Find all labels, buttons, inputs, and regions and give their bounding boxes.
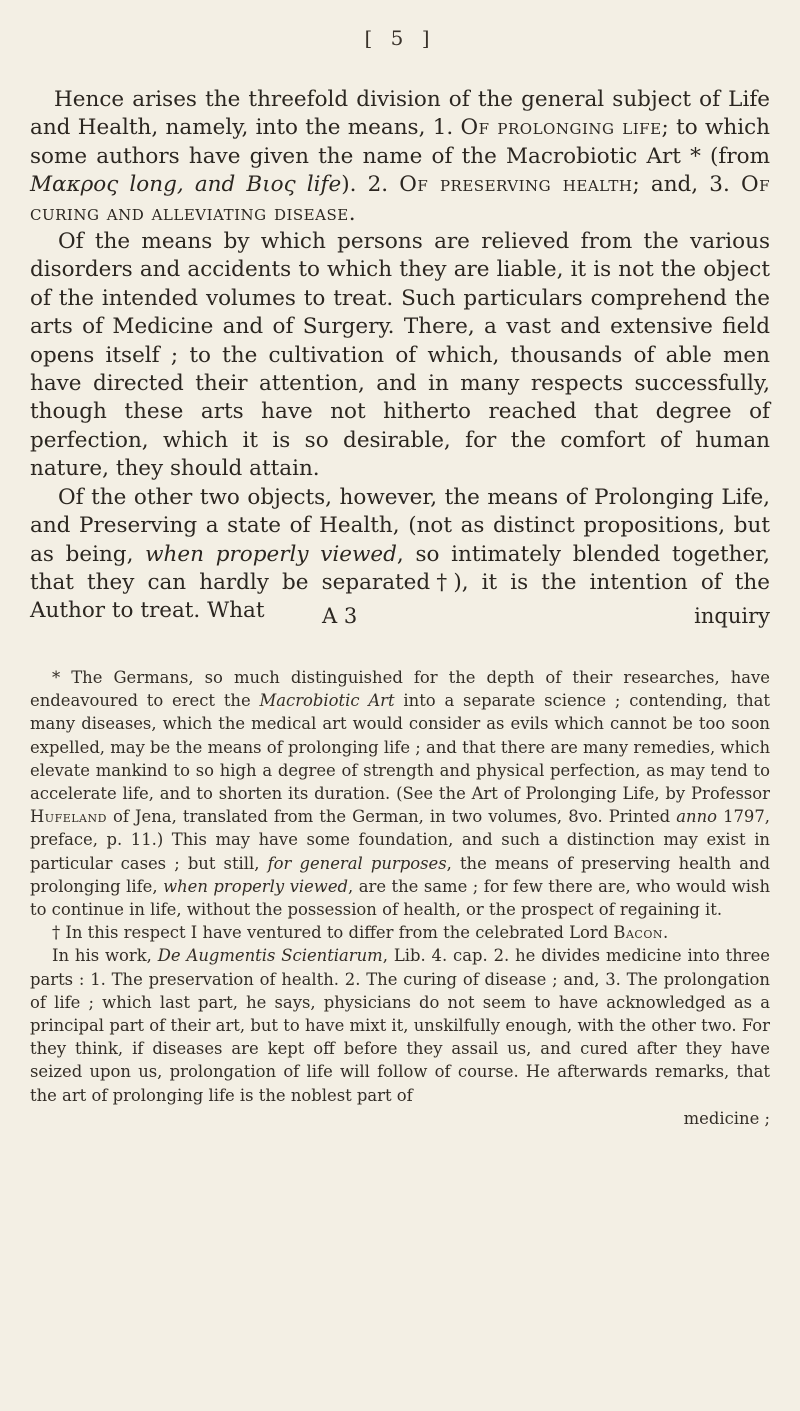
footnote-star: * The Germans, so much distinguished for the depth of their researches, have endeavoured to erect the Macrobiotic Art into a separate science ; contending, that many diseases, which the medical art would consider as evils which cannot be too soon expelled, may be the means of prolonging life ; and that there are many remedies, which elevate mankind to so high a degree of strength and physical perfection, as may tend to accelerate life, and to shorten its duration. (See the Art of Prolonging Life, by Professor Hufeland of Jena, translated from the German, in two volumes, 8vo. Printed anno 1797, preface, p. 11.) This may have some foundation, and such a distinction may exist in particular cases ; but still, for general purposes, the means of preserving health and prolonging life, when properly viewed, are the same ; for few there are, who would wish to continue in life, without the possession of health, or the prospect of regaining it. — [30, 668, 771, 920]
main-text — [30, 86, 770, 626]
small-caps-term: Of prolonging life — [460, 115, 662, 141]
small-caps-term: Bacon — [613, 923, 663, 943]
paragraph-objects: Of the other two objects, however, the means of Prolonging Life, and Preserving a state of Health, (not as distinct propositions, but as being, when properly viewed, so intimately blended together, that they can hardly be separated†), it is the intention of the Author to treat. What — [30, 484, 770, 624]
small-caps-term: Of preserving health — [399, 172, 633, 198]
italic-phrase: anno — [676, 807, 718, 827]
page-number: [ 5 ] — [364, 26, 436, 50]
italic-phrase: for general purposes — [267, 853, 447, 873]
footnote-dagger: † In this respect I have ventured to differ from the celebrated Lord Bacon. — [52, 923, 669, 943]
signature-line — [30, 604, 770, 634]
footnote-bacon: In his work, De Augmentis Scientiarum, Lib. 4. cap. 2. he divides medicine into three parts : 1. The preservation of health. 2. The curing of disease ; and, 3. The prolongation of life ; which last part, he says, physicians do not seem to have acknowledged as a principal part of their art, but to have mixt it, unskilfully enough, with the other two. For they think, if diseases are kept off before they assail us, and cured after they have seized upon us, prolongation of life will follow of course. He afterwards remarks, that the art of prolonging life is the noblest part of — [30, 946, 770, 1105]
footnotes — [30, 666, 770, 1130]
greek-etymology: Μακρος long, and Βιος life — [30, 172, 342, 198]
signature-mark: A 3 — [322, 604, 358, 628]
small-caps-term: Of curing and alleviating disease — [30, 172, 771, 226]
italic-phrase: De Augmentis Scientiarum — [157, 946, 383, 966]
footnote-catchword: medicine ; — [683, 1108, 770, 1128]
small-caps-term: Hufeland — [30, 807, 107, 827]
catchword: inquiry — [694, 604, 770, 628]
paragraph-division: Hence arises the threefold division of the general subject of Life and Health, namely, into the means, 1. Of prolonging life; to which some authors have given the name of the Macrobiotic Art * (from Μακρος long, and Βιος life). 2. Of preserving health; and, 3. Of curing and alleviating disease. — [30, 87, 771, 226]
italic-phrase: Macrobiotic Art — [259, 691, 395, 711]
italic-phrase: when properly viewed — [145, 541, 397, 567]
paragraph-relief: Of the means by which persons are relieved from the various disorders and accidents to which they are liable, it is not the object of the intended volumes to treat. Such particulars comprehend the arts of Medicine and of Surgery. There, a vast and extensive field opens itself ; to the cultivation of which, thousands of able men have directed their attention, and in many respects successfully, though these arts have not hitherto reached that degree of perfection, which it is so desirable, for the comfort of human nature, they should attain. — [30, 229, 770, 482]
italic-phrase: when properly viewed — [163, 876, 349, 896]
